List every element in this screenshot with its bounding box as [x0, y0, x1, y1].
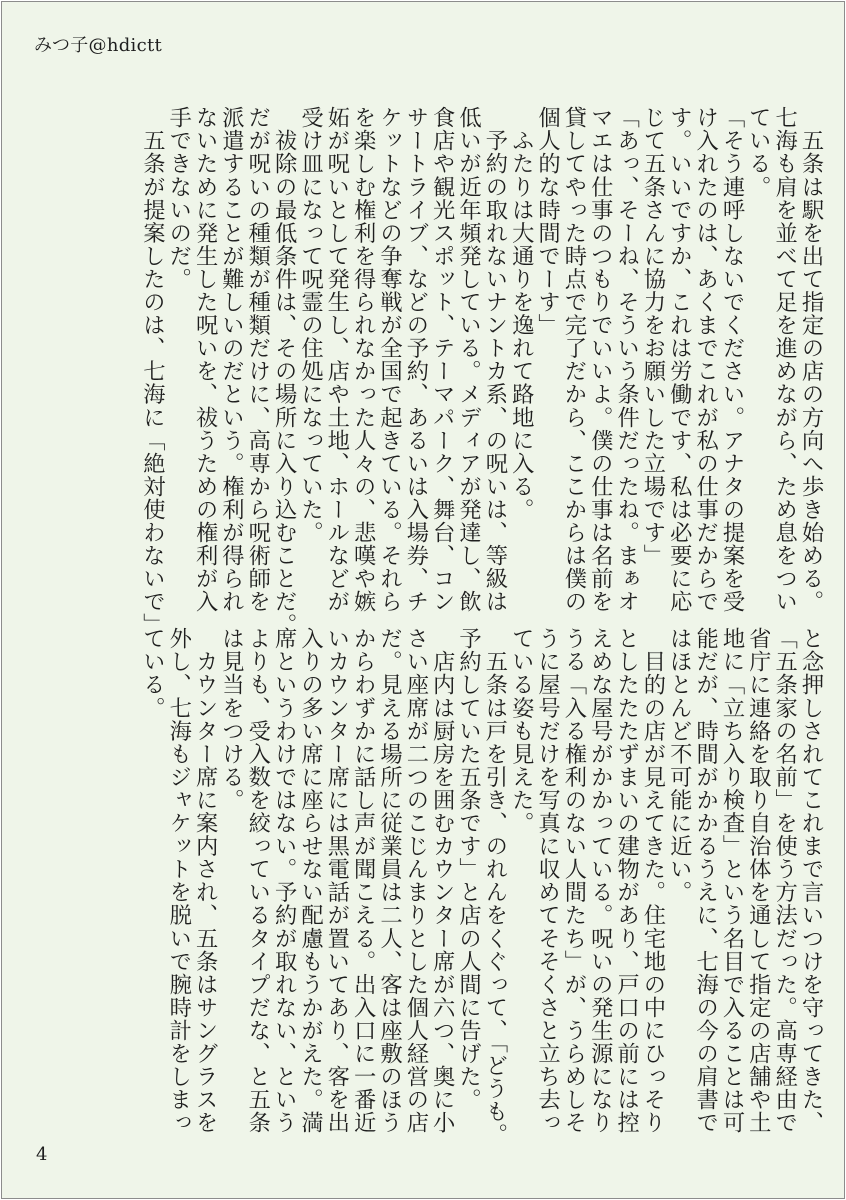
text-line: す。いいですか、これは労働です、私は必要に応: [666, 106, 693, 614]
text-line: うる「入る権利のない人間たち」が、うらめしそ: [560, 627, 587, 1135]
text-line: 五条が提案したのは、七海に「絶対使わないで」: [139, 106, 166, 637]
text-line: け入れたのは、あくまでこれが私の仕事だからで: [692, 106, 719, 614]
text-line: だ。見える場所に従業員は二人、客は座敷のほう: [376, 627, 403, 1135]
text-line: 個人的な時間でーす」: [534, 106, 561, 337]
text-line: 外し、七海もジャケットを脱いで腕時計をしまっ: [165, 627, 192, 1135]
text-line: 能だが、時間がかかるうえに、七海の今の肩書で: [692, 627, 719, 1135]
text-line: 低いが近年頻発している。メディアが発達し、飲: [455, 106, 482, 614]
text-line: 「五条家の名前」を使う方法だった。高専経由で: [771, 627, 798, 1135]
text-line: 派遣することが難しいのだという。権利が得られ: [218, 106, 245, 614]
text-line: と念押しされてこれまで言いつけを守ってきた、: [798, 627, 824, 1135]
text-line: いカウンター席には黒電話が置いてあり、客を出: [323, 627, 350, 1135]
text-block-top: [44, 106, 824, 637]
text-line: 手できないのだ。: [165, 106, 192, 291]
text-line: ふたりは大通りを逸れて路地に入る。: [508, 106, 535, 521]
text-line: マエは仕事のつもりでいいよ。僕の仕事は名前を: [587, 106, 614, 614]
text-line: は見当をつける。: [218, 627, 245, 812]
text-line: だが呪いの種類が種類だけに、高専から呪術師を: [244, 106, 271, 614]
text-line: さい座席が二つのこじんまりとした個人経営の店: [402, 627, 429, 1135]
text-line: 予約していた五条です」と店の人間に告げた。: [455, 627, 482, 1112]
author-header: みつ子@hdictt: [34, 35, 163, 56]
text-line: ないために発生した呪いを、祓うための権利が入: [192, 106, 219, 614]
text-line: じて五条さんに協力をお願いした立場です」: [639, 106, 666, 567]
text-line: えめな屋号がかかっている。呪いの発生源になり: [587, 627, 614, 1135]
text-line: を楽しむ権利を得られなかった人々の、悲嘆や嫉: [350, 106, 377, 614]
text-line: としたたたずまいの建物があり、戸口の前には控: [613, 627, 640, 1135]
text-line: よりも、受入数を絞っているタイプだな、と五条: [244, 627, 271, 1135]
text-line: 地に「立ち入り検査」という名目で入ることは可: [718, 627, 745, 1135]
text-line: ケットなどの争奪戦が全国で起きている。それら: [376, 106, 403, 614]
text-line: 目的の店が見えてきた。住宅地の中にひっそり: [639, 627, 666, 1135]
text-line: はほとんど不可能に近い。: [666, 627, 693, 904]
text-line: カウンター席に案内され、五条はサングラスを: [192, 627, 219, 1135]
text-line: 五条は戸を引き、のれんをくぐって、「どうも。: [481, 627, 508, 1146]
text-line: 五条は駅を出て指定の店の方向へ歩き始める。: [798, 106, 824, 614]
page-number: 4: [36, 1144, 48, 1165]
text-line: 省庁に連絡を取り自治体を通して指定の店舗や土: [745, 627, 772, 1135]
text-line: 祓除の最低条件は、その場所に入り込むことだ。: [271, 106, 298, 637]
text-line: 貸してやった時点で完了だから、ここからは僕の: [560, 106, 587, 614]
text-line: 「あっ、そーね、そういう条件だったね。まぁオ: [613, 106, 640, 614]
text-line: ている。: [745, 106, 772, 199]
text-line: 入りの多い席に座らせない配慮もうかがえた。満: [297, 627, 324, 1135]
text-line: サートライブ、などの予約、あるいは入場券、チ: [402, 106, 429, 614]
text-line: 受け皿になって呪霊の住処になっていた。: [297, 106, 324, 544]
text-line: 席というわけではない。予約が取れない、という: [271, 627, 298, 1135]
text-line: からわずかに話し声が聞こえる。出入口に一番近: [350, 627, 377, 1135]
text-line: 妬が呪いとして発生し、店や土地、ホールなどが: [323, 106, 350, 614]
text-line: 七海も肩を並べて足を進めながら、ため息をつい: [771, 106, 798, 614]
text-block-bottom: [44, 627, 824, 1146]
text-line: 「そう連呼しないでください。アナタの提案を受: [718, 106, 745, 614]
text-line: ている姿も見えた。: [508, 627, 535, 835]
book-page: [1, 1, 845, 1199]
text-line: 予約の取れないナントカ系、の呪いは、等級は: [481, 106, 508, 614]
text-line: うに屋号だけを写真に収めてそそくさと立ち去っ: [534, 627, 561, 1135]
text-line: 店内は厨房を囲むカウンター席が六つ、奥に小: [429, 627, 456, 1135]
text-line: 食店や観光スポット、テーマパーク、舞台、コン: [429, 106, 456, 614]
text-line: ている。: [139, 627, 166, 720]
